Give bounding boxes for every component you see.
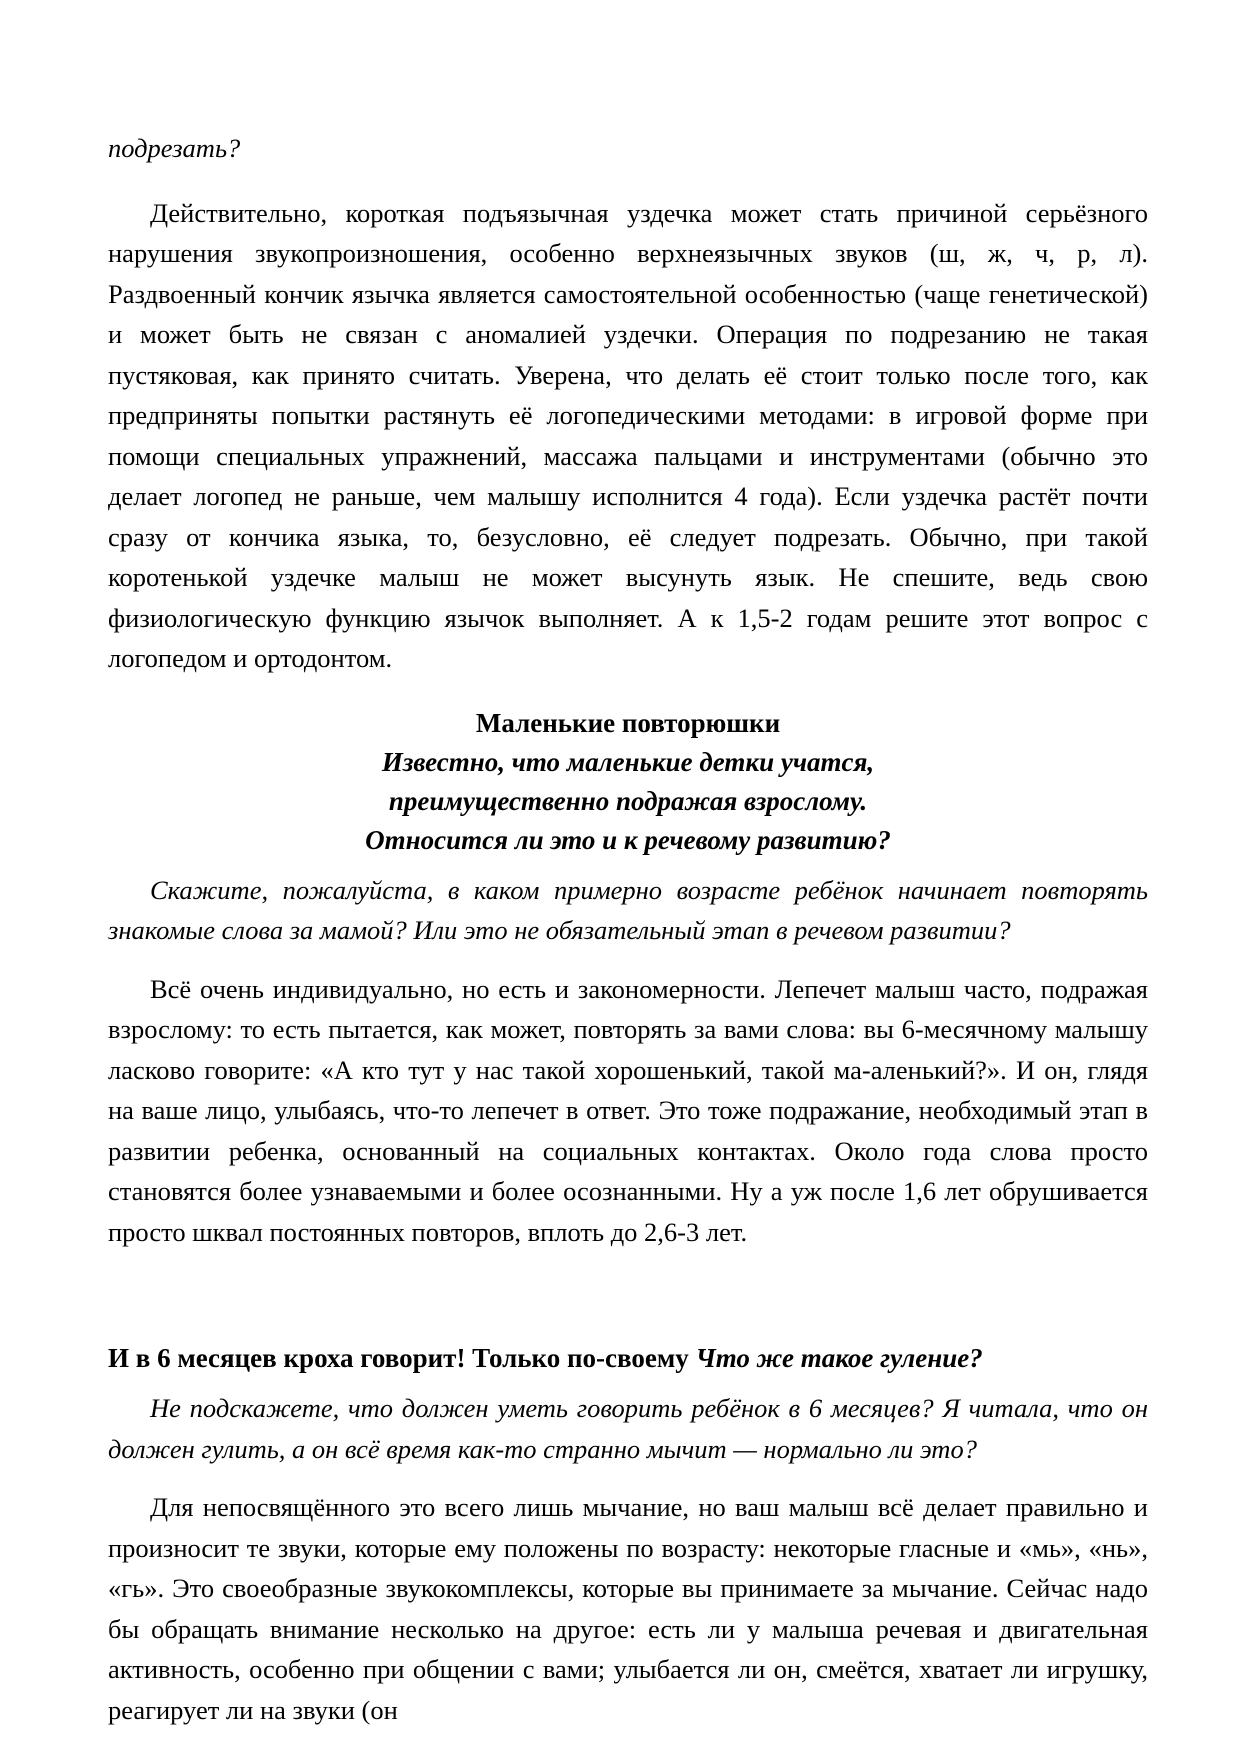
heading-little-repeaters: Маленькие повторюшки: [475, 707, 781, 738]
subheading-line-1: Известно, что маленькие детки учатся,: [381, 746, 875, 777]
subheading-line-2: преимущественно подражая взрослому.: [388, 785, 868, 816]
subheading-line-3: Относится ли это и к речевому развитию?: [365, 824, 891, 855]
paragraph-cooing-answer: Для непосвящённого это всего лишь мычание, но ваш малыш всё делает правильно и произносит те звуки, которые ему положены по возрасту: некоторые гласные и «мь», «нь», «гь». Это своеобразные звукокомплексы, которые вы принимаете за мычание. Сейчас надо бы обращать внимание несколько на другое: есть ли у малыша речевая и двигательная активность, особенно при общении с вами; улыбается ли он, смеётся, хватает ли игрушку, реагирует ли на звуки (он: [108, 1492, 1148, 1725]
question-when-repeat-words: Скажите, пожалуйста, в каком примерно возрасте ребёнок начинает повторять знакомые слова за мамой? Или это не обязательный этап в речевом развитии?: [108, 874, 1148, 945]
paragraph-tongue-tie: Действительно, короткая подъязычная уздечка может стать причиной серьёзного нарушения звукопроизношения, особенно верхнеязычных звуков (ш, ж, ч, р, л). Раздвоенный кончик язычка является самостоятельной особенностью (чаще генетической) и может быть не связан с аномалией уздечки. Операция по подрезанию не такая пустяковая, как принято считать. Уверена, что делать её стоит только после того, как предприняты попытки растянуть её логопедическими методами: в игровой форме при помощи специальных упражнений, массажа пальцами и инструментами (обычно это делает логопед не раньше, чем малышу исполнится 4 года). Если уздечка растёт почти сразу от кончика языка, то, безусловно, её следует подрезать. Обычно, при такой коротенькой уздечке малыш не может высунуть язык. Не спешите, ведь свою физиологическую функцию язычок выполняет. А к 1,5-2 годам решите этот вопрос с логопедом и ортодонтом.: [108, 197, 1148, 673]
continuation-line: подрезать?: [108, 133, 241, 163]
heading-italic-part: Что же такое гуление?: [695, 1343, 983, 1373]
page-content: [108, 128, 1148, 1730]
heading-bold-part: И в 6 месяцев кроха говорит! Только по-своему: [108, 1343, 696, 1373]
paragraph-imitation-answer: Всё очень индивидуально, но есть и закономерности. Лепечет малыш часто, подражая взрослому: то есть пытается, как может, повторять за вами слова: вы 6-месячному малышу ласково говорите: «А кто тут у нас такой хорошенький, такой ма-аленький?». И он, глядя на ваше лицо, улыбаясь, что-то лепечет в ответ. Это тоже подражание, необходимый этап в развитии ребенка, основанный на социальных контактах. Около года слова просто становятся более узнаваемыми и более осознанными. Ну а уж после 1,6 лет обрушивается просто шквал постоянных повторов, вплоть до 2,6-3 лет.: [108, 973, 1148, 1247]
question-what-should-say-at-six-months: Не подскажете, что должен уметь говорить ребёнок в 6 месяцев? Я читала, что он должен гулить, а он всё время как-то странно мычит — нормально ли это?: [108, 1393, 1148, 1464]
heading-six-months-speaks: [108, 1338, 1148, 1378]
